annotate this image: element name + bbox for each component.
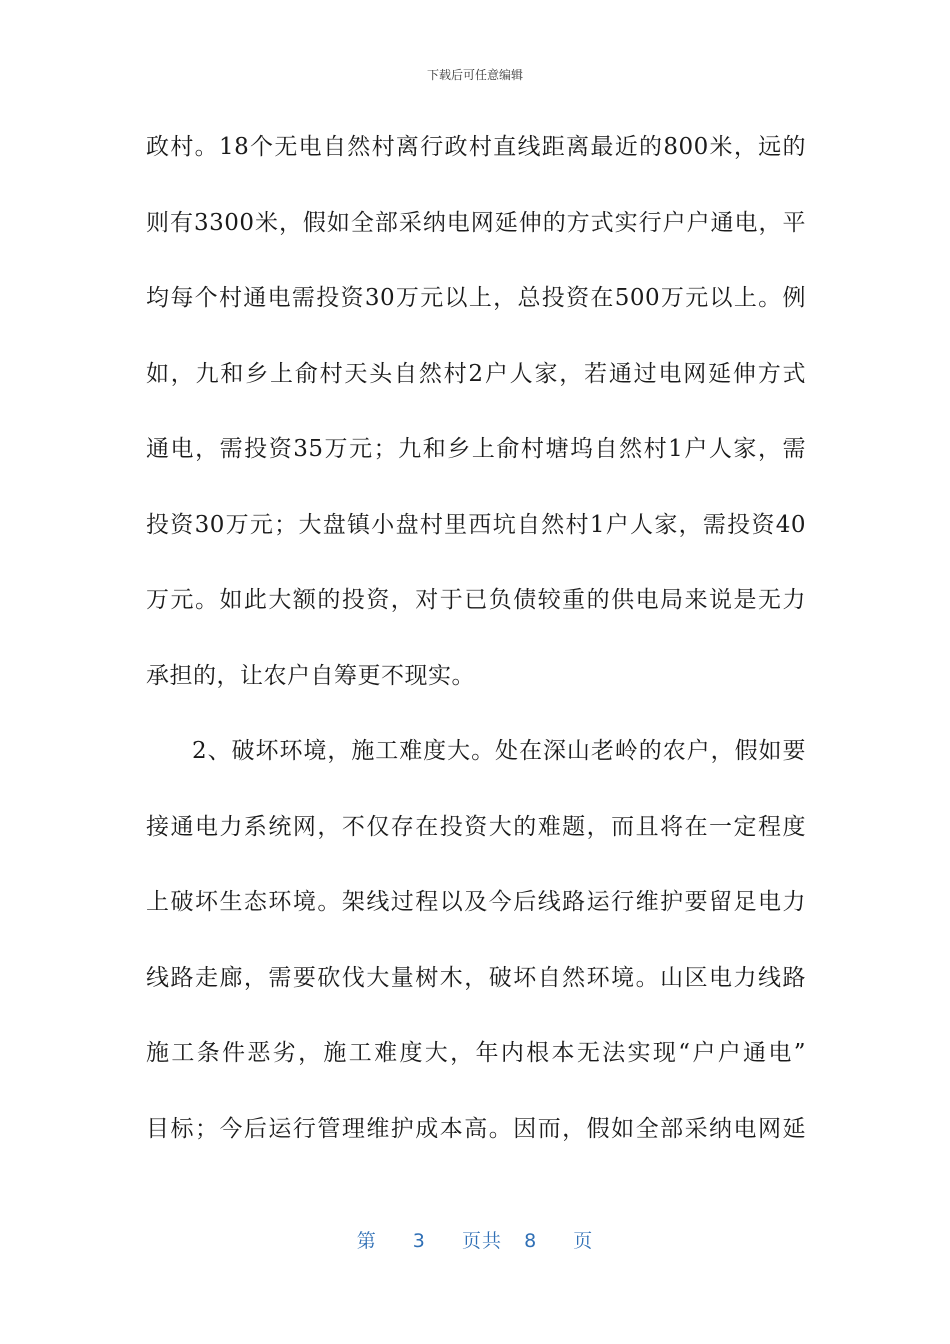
text-line: 投资30万元；大盘镇小盘村里西坑自然村1户人家，需投资40	[146, 511, 806, 538]
paragraph-2	[146, 726, 806, 1179]
text-line: 线路走廊，需要砍伐大量树木，破坏自然环境。山区电力线路	[146, 964, 806, 991]
paragraph-1	[146, 122, 806, 726]
page-footer	[0, 1226, 950, 1253]
text-line: 接通电力系统网，不仅存在投资大的难题，而且将在一定程度	[146, 813, 806, 840]
text-line: 则有3300米，假如全部采纳电网延伸的方式实行户户通电，平	[146, 209, 806, 236]
text-line: 万元。如此大额的投资，对于已负债较重的供电局来说是无力	[146, 587, 806, 613]
text-line: 2、破坏环境，施工难度大。处在深山老岭的农户，假如要	[192, 738, 806, 764]
text-line: 均每个村通电需投资30万元以上，总投资在500万元以上。例	[146, 285, 806, 311]
footer-middle: 页共	[461, 1230, 502, 1252]
text-line: 承担的，让农户自筹更不现实。	[146, 662, 475, 689]
total-page-number: 8	[524, 1230, 538, 1252]
text-line: 目标；今后运行管理维护成本高。因而，假如全部采纳电网延	[146, 1115, 806, 1142]
text-line: 如，九和乡上俞村天头自然村2户人家，若通过电网延伸方式	[146, 360, 806, 387]
text-line: 上破坏生态环境。架线过程以及今后线路运行维护要留足电力	[146, 889, 806, 915]
text-line: 政村。18个无电自然村离行政村直线距离最近的800米，远的	[146, 134, 806, 160]
document-body	[146, 122, 806, 1179]
text-line: 通电，需投资35万元；九和乡上俞村塘坞自然村1户人家，需	[146, 436, 806, 462]
current-page-number: 3	[412, 1230, 426, 1252]
page-header: 下载后可任意编辑	[426, 68, 523, 82]
text-line: 施工条件恶劣，施工难度大，年内根本无法实现“户户通电”	[146, 1040, 806, 1066]
footer-prefix: 第	[356, 1230, 377, 1252]
footer-suffix: 页	[573, 1230, 594, 1252]
